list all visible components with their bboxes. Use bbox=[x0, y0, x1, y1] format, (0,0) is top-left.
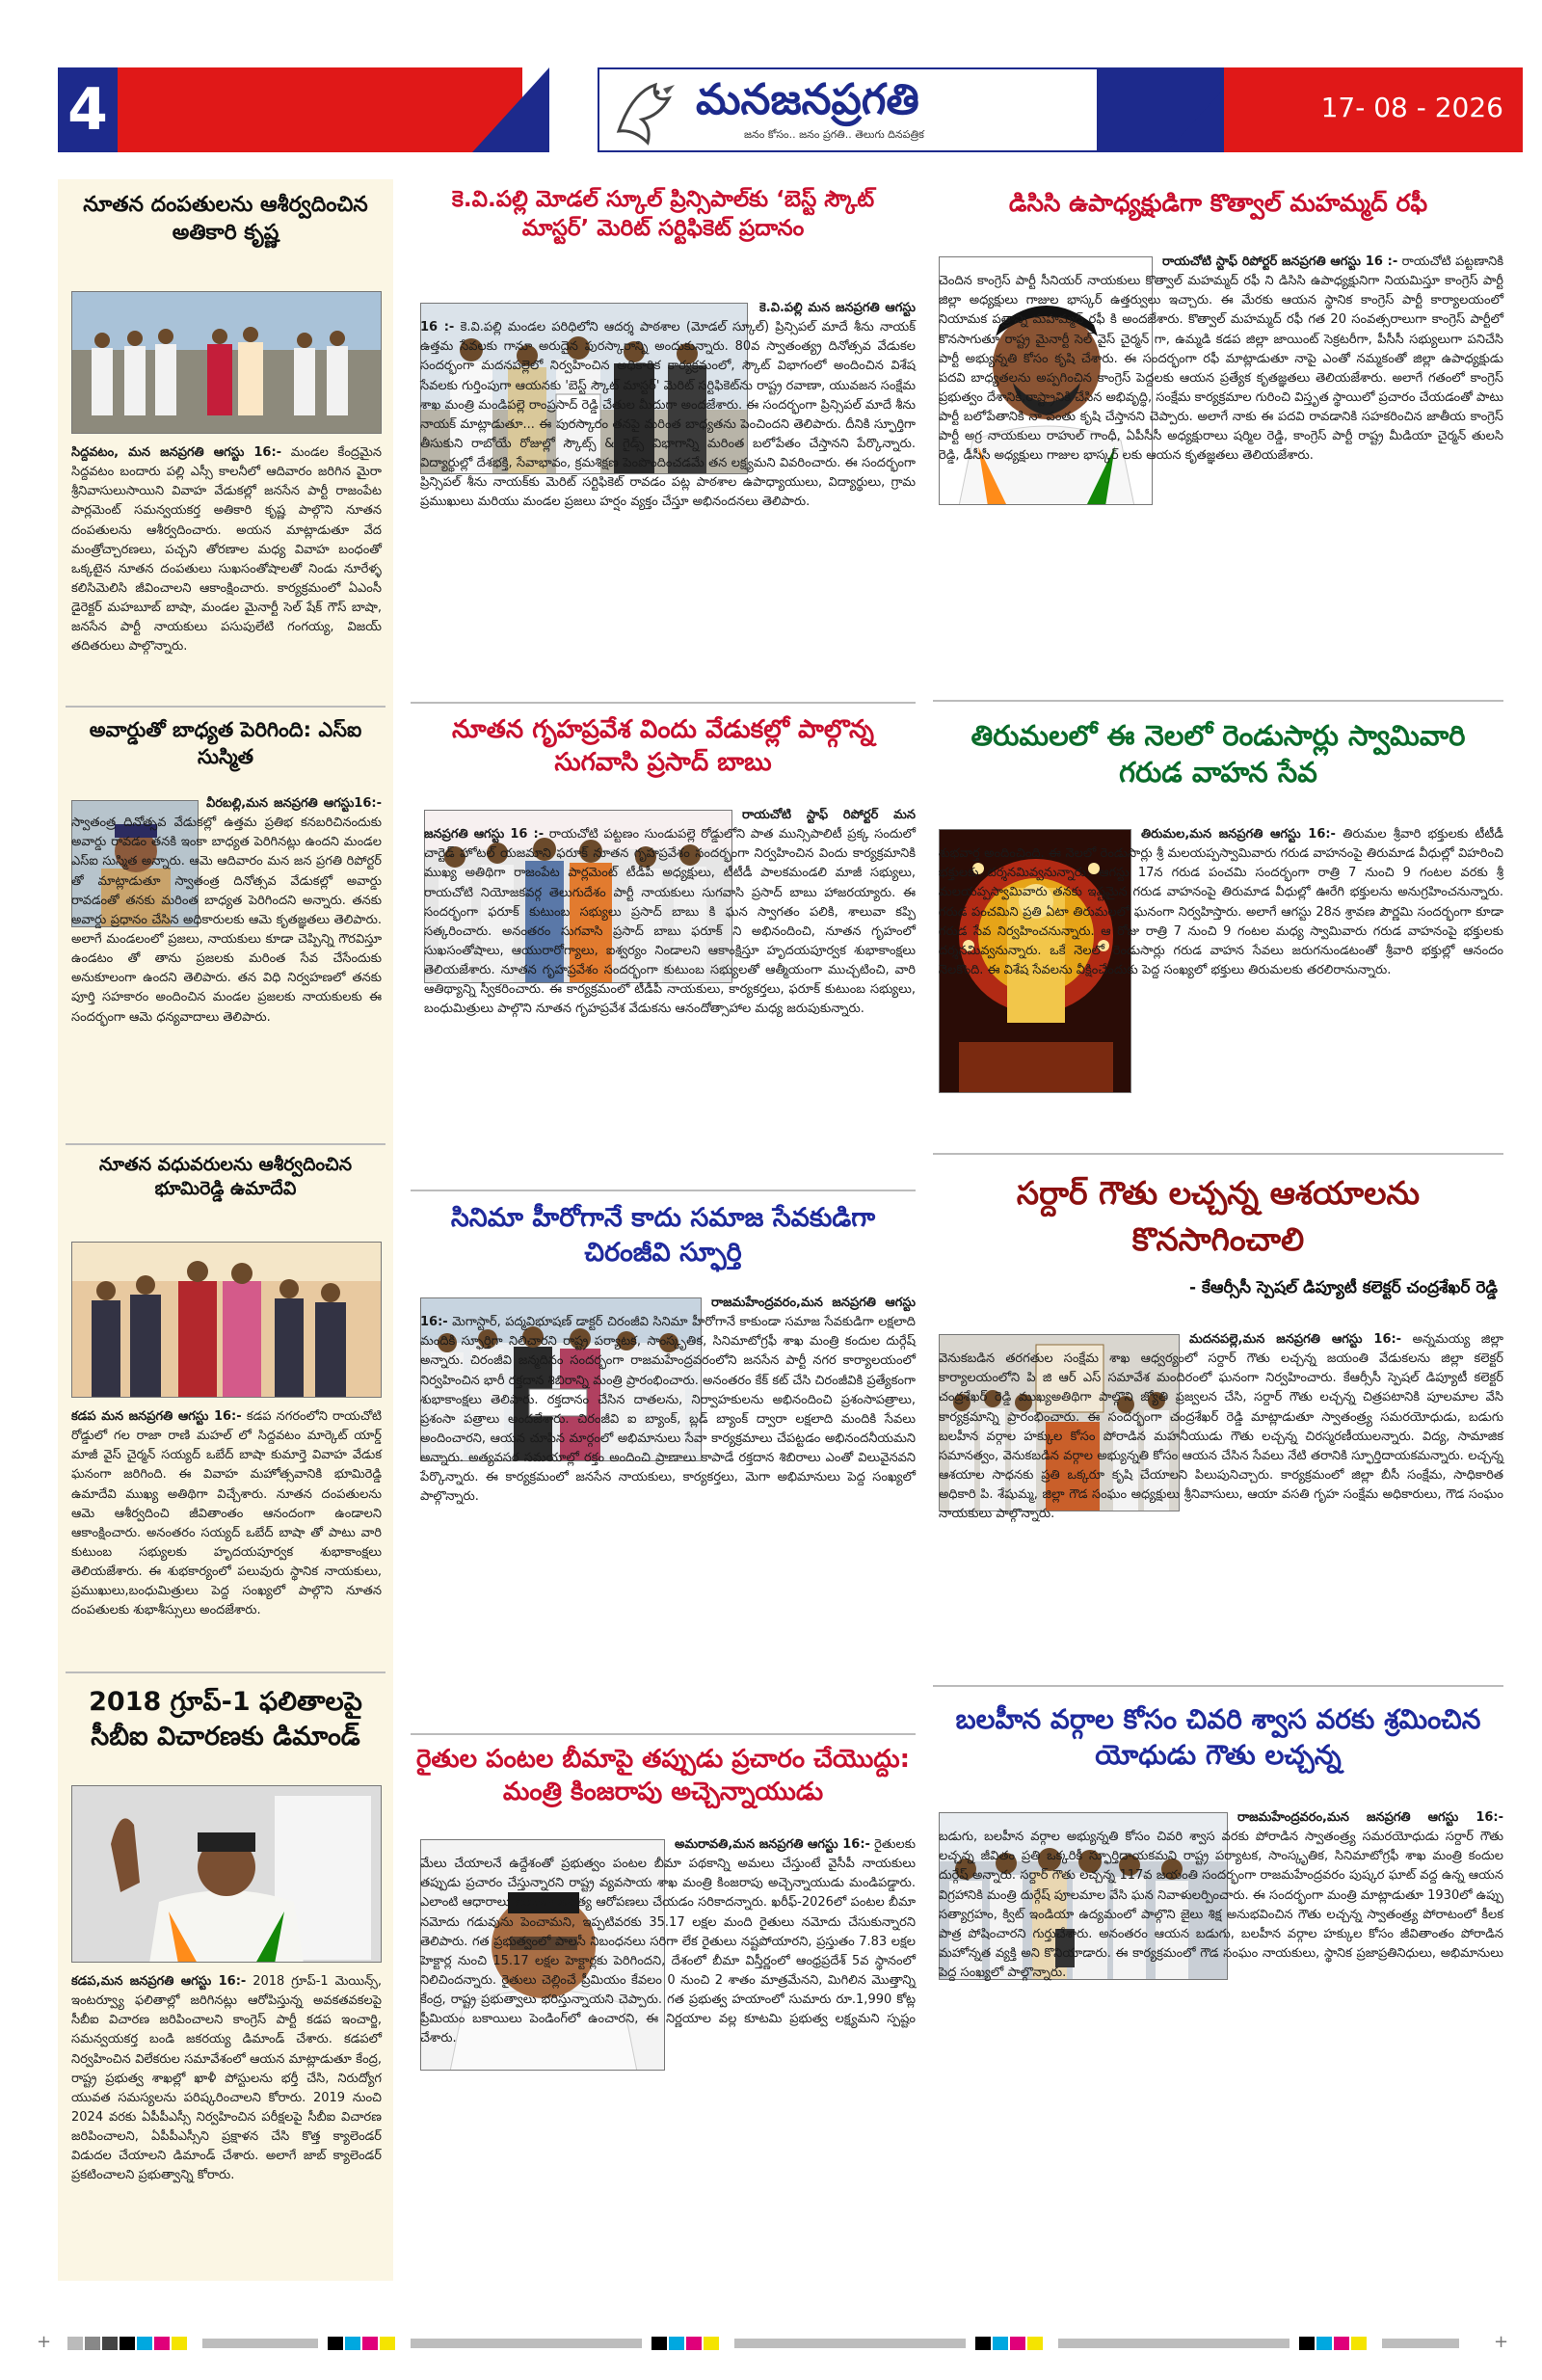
headline: రైతుల పంటల బీమాపై తప్పుడు ప్రచారం చేయొద్దు: మంత్రి కింజరాపు అచ్చెన్నాయుడు bbox=[415, 1745, 911, 1807]
gray-bar bbox=[202, 2339, 318, 2348]
swatch bbox=[993, 2337, 1008, 2350]
gray-bar bbox=[411, 2339, 642, 2348]
divider bbox=[66, 1671, 386, 1673]
swatch bbox=[669, 2337, 684, 2350]
dateline: సిద్దవటం, మన జనప్రగతి ఆగస్టు 16:- bbox=[71, 445, 282, 460]
paper-tagline: జనం కోసం.. జనం ప్రగతి.. తెలుగు దినపత్రిక bbox=[744, 128, 924, 141]
article-col3-3 bbox=[933, 1161, 1503, 1522]
paper-name: మనజనప్రగతి bbox=[696, 75, 919, 124]
swatch bbox=[1027, 2337, 1043, 2350]
article-text bbox=[420, 299, 916, 513]
gray-bar bbox=[1058, 2339, 1289, 2348]
swatch bbox=[1316, 2337, 1332, 2350]
dateline: రాజమహేంద్రవరం,మన జనప్రగతి ఆగస్టు 16:- bbox=[420, 1296, 916, 1330]
paper-logo bbox=[598, 67, 1099, 152]
headline: అవార్డుతో బాధ్యత పెరిగింది: ఎస్ఐ సుస్మిత bbox=[89, 718, 362, 768]
masthead-red-band-left bbox=[118, 67, 522, 152]
swatch bbox=[380, 2337, 395, 2350]
dateline: కడప మన జనప్రగతి ఆగస్టు 16:- bbox=[71, 1409, 242, 1424]
article-text bbox=[420, 1835, 916, 2049]
article-body: మెగాస్టార్, పద్మవిభూషణ్ డాక్టర్ చిరంజీవి సినిమా హీరోగానే కాకుండా సమాజ సేవకుడిగా లక్షలాది మందికి స్ఫూర్తిగా నిలిచారని రాష్ట్ర పర్యాటక, సాంస్కృతిక, సినిమాటోగ్రఫీ శాఖ మంత్రి కందుల దుర్గేష్ అన్నారు. చిరంజీవి జన్మదినం సందర్భంగా రాజమహేంద్రవరంలోని జనసేన పార్టీ నగర కార్యాలయంలో నిర్వహించిన భారీ రక్తదాన శిబిరాన్ని మంత్రి ప్రారంభించారు. అనంతరం కేక్ కట్ చేసి చిరంజీవికి ప్రత్యేకంగా శుభాకాంక్షలు తెలిపారు. రక్తదానం చేసిన దాతలను, నిర్వాహకులను అభినందించి ప్రశంసాపత్రాలు, ప్రశంసా పత్రాలు అందజేశారు. చిరంజీవి ఐ బ్యాంక్, బ్లడ్ బ్యాంక్ ద్వారా లక్షలాది మందికి సేవలు అందించారని, ఆయన చూపిన మార్గంలో అభిమానులు సేవా కార్యక్రమాలు చేపట్టడం అభినందనీయమని అన్నారు. అత్యవసర సమయాల్లో రక్తం అందించి ప్రాణాలు కాపాడే రక్తదాన శిబిరాలు ఎంతో విలువైనవని పేర్కొన్నారు. ఈ కార్యక్రమంలో జనసేన నాయకులు, కార్యకర్తలు, మెగా అభిమానులు పెద్ద సంఖ్యలో పాల్గొన్నారు. bbox=[420, 1315, 916, 1505]
article-col2-1 bbox=[411, 179, 916, 510]
swatch bbox=[1010, 2337, 1025, 2350]
gray-bar bbox=[734, 2339, 966, 2348]
article-col2-2 bbox=[411, 708, 916, 1017]
dateline: రాజమహేంద్రవరం,మన జనప్రగతి ఆగస్టు 16:- bbox=[1237, 1810, 1503, 1825]
swatch bbox=[1334, 2337, 1349, 2350]
article-col3-2 bbox=[933, 706, 1504, 977]
headline: బలహీన వర్గాల కోసం చివరి శ్వాస వరకు శ్రమించిన యోధుడు గౌతు లచ్చన్న bbox=[955, 1703, 1481, 1771]
swatch bbox=[686, 2337, 702, 2350]
divider bbox=[411, 1733, 916, 1735]
dateline: రాయచోటి స్టాఫ్ రిపోర్టర్ జనప్రగతి ఆగస్టు 16 :- bbox=[1162, 254, 1398, 269]
headline: డిసిసి ఉపాధ్యక్షుడిగా కొత్వాల్ మహమ్మద్ రఫీ bbox=[1008, 189, 1428, 217]
dateline: కె.వి.పల్లి మన జనప్రగతి ఆగస్టు 16 :- bbox=[420, 301, 916, 335]
swatch bbox=[704, 2337, 719, 2350]
article-body: రైతులకు మేలు చేయాలనే ఉద్దేశంతో ప్రభుత్వం పంటల బీమా పథకాన్ని అమలు చేస్తుంటే వైసీపీ నాయకులు తప్పుడు ప్రచారం చేస్తున్నారని రాష్ట్ర వ్యవసాయ శాఖ మంత్రి కింజరాపు అచ్చెన్నాయుడు మండిపడ్డారు. ఎలాంటి ఆధారాలు లేకుండా అసత్య ఆరోపణలు చేయడం సరికాదన్నారు. ఖరీఫ్-2026లో పంటల బీమా నమోదు గడువును పెంచామని, ఇప్పటివరకు 35.17 లక్షల మంది రైతులు నమోదు చేసుకున్నారని తెలిపారు. గత ప్రభుత్వంలో పాలసీ నిబంధనలు సరిగా లేక రైతులు నష్టపోయారని, ప్రస్తుతం 7.83 లక్షల హెక్టార్ల నుంచి 15.17 లక్షల హెక్టార్లకు పెరిగిందని, దేశంలో బీమా విస్తీర్ణంలో ఆంధ్రప్రదేశ్ 5వ స్థానంలో నిలిచిందన్నారు. రైతులు చెల్లించే ప్రీమియం కేవలం 0 నుంచి 2 శాతం మాత్రమేనని, మిగిలిన మొత్తాన్ని కేంద్ర, రాష్ట్ర ప్రభుత్వాలు భరిస్తున్నాయని చెప్పారు. గత ప్రభుత్వ హయాంలో సుమారు రూ.1,990 కోట్ల ప్రీమియం బకాయిలు పెండింగ్‌లో ఉంచారని, ఈ నిర్ణయాల వల్ల కూటమి ప్రభుత్వ లక్ష్యమని స్పష్టం చేశారు. bbox=[420, 1837, 916, 2046]
headline: నూతన వధువరులను ఆశీర్వదించిన భూమిరెడ్డి ఉమాదేవి bbox=[98, 1154, 353, 1200]
swatch bbox=[975, 2337, 991, 2350]
registration-mark-icon: + bbox=[37, 2332, 52, 2352]
politician-photo bbox=[71, 1785, 382, 1963]
headline: 2018 గ్రూప్-1 ఫలితాలపై సీబీఐ విచారణకు డిమాండ్ bbox=[89, 1687, 362, 1752]
article-body: తిరుమల శ్రీవారి భక్తులకు టీటీడీ శుభవార్త అందించింది. ఈ నెలలో రెండుసార్లు శ్రీ మలయప్పస్వామివారు గరుడ వాహనంపై తిరుమాడ వీధుల్లో విహరించి భక్తులకు దర్శనమివ్వనున్నారు. ఆగస్టు 17న గరుడ పంచమి సందర్భంగా రాత్రి 7 నుంచి 9 గంటల వరకు శ్రీ మలయప్పస్వామివారు తనకు ఇష్టమైన గరుడ వాహనంపై తిరుమాడ వీధుల్లో ఊరేగి భక్తులను అనుగ్రహించనున్నారు. గరుడ పంచమిని ప్రతి ఏటా తిరుమలలో ఘనంగా నిర్వహిస్తారు. అలాగే ఆగస్టు 28న శ్రావణ పౌర్ణమి సందర్భంగా కూడా గరుడ సేవ నిర్వహించనున్నారు. ఆ రోజు రాత్రి 7 నుంచి 9 గంటల మధ్య స్వామివారు గరుడ వాహనంపై భక్తులకు దర్శనమివ్వనున్నారు. ఒకే నెలలో రెండుసార్లు గరుడ వాహన సేవలు జరుగనుండటంతో శ్రీవారి భక్తుల్లో ఆనందం నెలకొంది. ఈ విశేష సేవలను వీక్షించేందుకు పెద్ద సంఖ్యలో భక్తులు తిరుమలకు తరలిరానున్నారు. bbox=[939, 827, 1504, 977]
dateline: మదనపల్లె,మన జనప్రగతి ఆగస్టు 16:- bbox=[1189, 1332, 1402, 1347]
divider bbox=[933, 700, 1503, 702]
article-col1-4 bbox=[58, 1677, 393, 2183]
masthead bbox=[58, 67, 1523, 152]
swatch bbox=[345, 2337, 360, 2350]
swatch bbox=[172, 2337, 187, 2350]
divider bbox=[933, 1153, 1503, 1155]
dateline: అమరావతి,మన జనప్రగతి ఆగస్టు 16:- bbox=[675, 1837, 870, 1852]
article-body: 2018 గ్రూప్-1 మెయిన్స్, ఇంటర్వ్యూ ఫలితాల్లో జరిగినట్లు ఆరోపిస్తున్న అవకతవకలపై సీబీఐ విచారణ జరిపించాలని కాంగ్రెస్ పార్టీ కడప ఇంచార్జి, సమన్వయకర్త బండి జకరయ్య డిమాండ్ చేశారు. కడపలో నిర్వహించిన విలేకరుల సమావేశంలో ఆయన మాట్లాడుతూ కేంద్ర, రాష్ట్ర ప్రభుత్వ శాఖల్లో ఖాళీ పోస్టులను భర్తీ చేసి, నిరుద్యోగ యువత సమస్యలను పరిష్కరించాలని కోరారు. 2019 నుంచి 2024 వరకు ఏపీపీఎస్సీ నిర్వహించిన పరీక్షలపై సీబీఐ విచారణ జరిపించాలని, ఏపీపీఎస్సీని ప్రక్షాళన చేసి కొత్త క్యాలెండర్ విడుదల చేయాలని డిమాండ్ చేశారు. అలాగే జాబ్ క్యాలెండర్ ప్రకటించాలని ప్రభుత్వాన్ని కోరారు. bbox=[71, 1974, 382, 2183]
article-text bbox=[939, 253, 1503, 467]
swatch bbox=[362, 2337, 378, 2350]
print-color-bar bbox=[58, 2333, 1503, 2354]
article-text bbox=[420, 1294, 916, 1508]
swatch bbox=[651, 2337, 667, 2350]
article-body: మండల కేంద్రమైన సిద్దవటం బందారు పల్లి ఎస్సీ కాలనీలో ఆదివారం జరిగిన మైరా శ్రీనివాసులుసాయిని వివాహ వేడుకల్లో జనసేన పార్టీ రాజంపేట పార్లమెంట్ సమన్వయకర్త అతికారి కృష్ణ పాల్గొని నూతన దంపతులను ఆశీర్వదించారు. అయన మాట్లాడుతూ వేద మంత్రోచ్చారణలు, పచ్చని తోరణాల మధ్య వివాహ బంధంతో ఒక్కటైన నూతన దంపతులు సుఖసంతోషాలతో నిండు నూరేళ్ళ కలిసిమెలిసి జీవించాలని ఆకాంక్షించారు. కార్యక్రమంలో ఏఎంసీ డైరెక్టర్ మహబూబ్ బాషా, మండల మైనార్టీ సెల్ షేక్ గౌస్ బాషా, జనసేన పార్టీ నాయకులు పసుపులేటి గంగయ్య, విజయ్ తదితరులు పాల్గొన్నారు. bbox=[71, 445, 382, 655]
article-text bbox=[71, 1972, 382, 2186]
headline: సర్దార్ గౌతు లచ్చన్న ఆశయాలను కొనసాగించాలి bbox=[1016, 1174, 1421, 1258]
article-col2-4 bbox=[411, 1739, 916, 2046]
article-body: రాయచోటి పట్టణం సుండుపల్లె రోడ్డులోని పాత మున్సిపాలిటీ ప్రక్క సందులో చార్టెడ్ హోటల్ యజమాని ఫరూక్ నూతన గృహప్రవేశం సందర్భంగా నిర్వహించిన విందు కార్యక్రమానికి ముఖ్య అతిథిగా రాజంపేట పార్లమెంట్ టీడీపీ అధ్యక్షులు, టీటీడీ పాలకమండలి మాజీ సభ్యులు, రాయచోటి నియోజకవర్గ తెలుగుదేశం పార్టీ నాయకులు సుగవాసి ప్రసాద్ బాబు హాజరయ్యారు. ఈ సందర్భంగా ఫరూక్ కుటుంబ సభ్యులు ప్రసాద్ బాబు కి ఘన స్వాగతం పలికి, శాలువా కప్పి సత్కరించారు. అనంతరం సుగవాసి ప్రసాద్ బాబు ఫరూక్ ని అభినందించి, నూతన గృహంలో సుఖసంతోషాలు, ఆయురారోగ్యాలు, ఐశ్వర్యం నిండాలని ఆకాంక్షిస్తూ హృదయపూర్వక శుభాకాంక్షలు తెలియజేశారు. నూతన గృహప్రవేశం సందర్భంగా కుటుంబ సభ్యులతో ఆత్మీయంగా ముచ్చటించి, వారి ఆతిథ్యాన్ని స్వీకరించారు. ఈ కార్యక్రమంలో టీడీపీ నాయకులు, కార్యకర్తలు, ఫరూక్ కుటుంబ సభ్యులు, బంధుమిత్రులు పాల్గొని నూతన గృహప్రవేశ వేడుకను ఆనందోత్సాహాల మధ్య జరుపుకున్నారు. bbox=[424, 827, 916, 1017]
masthead-blue-wedge-left bbox=[472, 67, 549, 152]
article-text bbox=[71, 1407, 382, 1621]
headline: సినిమా హీరోగానే కాదు సమాజ సేవకుడిగా చిరంజీవి స్ఫూర్తి bbox=[450, 1203, 876, 1268]
wedding-photo bbox=[71, 291, 382, 434]
headline: తిరుమలలో ఈ నెలలో రెండుసార్లు స్వామివారి గరుడ వాహన సేవ bbox=[970, 719, 1466, 789]
swatch bbox=[1351, 2337, 1367, 2350]
left-column bbox=[58, 179, 393, 2281]
dateline: తిరుమల,మన జనప్రగతి ఆగస్టు 16:- bbox=[1141, 827, 1336, 842]
swatch bbox=[328, 2337, 343, 2350]
article-col1-1 bbox=[58, 179, 393, 655]
gray-bar bbox=[1382, 2339, 1459, 2348]
headline: నూతన దంపతులను ఆశీర్వదించిన అతికారి కృష్ణ bbox=[83, 193, 368, 246]
swatch bbox=[120, 2337, 135, 2350]
article-body: రాయచోటి పట్టణానికి చెందిన కాంగ్రెస్ పార్టీ సీనియర్ నాయకులు కొత్వాల్ మహమ్మద్ రఫీ ని డిసిసి ఉపాధ్యక్షునిగా నియమిస్తూ కాంగ్రెస్ పార్టీ జిల్లా అధ్యక్షులు గాజుల భాస్కర్ ఉత్తర్వులు ఇచ్చారు. ఈ మేరకు ఆయన స్థానిక కాంగ్రెస్ పార్టీ కార్యాలయంలో నియామక పత్రాన్ని మహమ్మద్ రఫీ కి అందజేశారు. కొత్వాల్ మహమ్మద్ రఫీ గత 20 సంవత్సరాలుగా కాంగ్రెస్ పార్టీలో కొనసాగుతూ రాష్ట్ర మైనార్టీ సెల్ వైస్ చైర్మన్ గా, ఉమ్మడి కడప జిల్లా జాయింట్ సెక్రటరీగా, పీసీసీ సభ్యులుగా పనిచేసి పార్టీ అభ్యున్నతి కోసం కృషి చేశారు. ఈ సందర్భంగా రఫీ మాట్లాడుతూ నాపై ఎంతో నమ్మకంతో జిల్లా ఉపాధ్యక్షుడు పదవి బాధ్యతలను అప్పగించిన కాంగ్రెస్ పెద్దలకు ఆయన ప్రత్యేక కృతజ్ఞతలు తెలియజేశారు. అలాగే గతంలో కాంగ్రెస్ ప్రభుత్వం దేశానికి,రాష్ట్రానికి చేసిన అభివృద్ధి, సంక్షేమ కార్యక్రమాల గురించి విస్తృత స్థాయిలో ప్రచారం చేయడంతో పాటు పార్టీ బలోపేతానికి నా వంతు కృషి చేస్తానని చెప్పారు. అలాగే నాకు ఈ పదవి రావడానికి సహకరించిన జాతీయ కాంగ్రెస్ పార్టీ అగ్ర నాయకులు రాహుల్ గాంధీ, ఏపీసీసీ అధ్యక్షురాలు షర్మిల రెడ్డి, కాంగ్రెస్ పార్టీ రాష్ట్ర మీడియా చైర్మన్ తులసి రెడ్డి, డీసీసీ అధ్యక్షులు గాజుల భాస్కర్ లకు ఆయన కృతజ్ఞతలు తెలియజేశారు. bbox=[939, 254, 1503, 464]
divider bbox=[933, 1685, 1503, 1687]
dove-logo-icon bbox=[613, 73, 686, 150]
article-text bbox=[71, 443, 382, 657]
swatch bbox=[102, 2337, 118, 2350]
divider bbox=[66, 1143, 386, 1145]
byline: - కేఆర్సీసీ స్పెషల్ డిప్యూటీ కలెక్టర్ చంద్రశేఖర్ రెడ్డి bbox=[1189, 1278, 1498, 1297]
swatch bbox=[137, 2337, 152, 2350]
article-text bbox=[939, 1330, 1503, 1524]
swatch bbox=[1299, 2337, 1315, 2350]
article-text bbox=[939, 825, 1503, 980]
article-body: కె.వి.పల్లి మండల పరిధిలోని ఆదర్శ పాఠశాల (మోడల్ స్కూల్) ప్రిన్సిపల్ మాదే శీను నాయక్ ఉత్తమ సేవలకు గానూ అరుదైన పురస్కారాన్ని అందుకున్నారు. 80వ స్వాతంత్య్ర దినోత్సవ వేడుకల సందర్భంగా మదనపల్లెలో నిర్వహించిన అధికారిక కార్యక్రమంలో, స్కౌట్ విభాగంలో అందించిన విశేష సేవలకు గుర్తింపుగా ఆయనకు 'బెస్ట్ స్కౌట్ మాస్టర్' మెరిట్ సర్టిఫికెట్‌ను రాష్ట్ర రవాణా, యువజన సంక్షేమ శాఖ మంత్రి మండిపల్లె రాంప్రసాద్ రెడ్డి చేతుల మీదుగా అందజేశారు. ఈ సందర్భంగా ప్రిన్సిపల్ మాదే శీను నాయక్ మాట్లాడుతూ... ఈ పురస్కారం తనపై మరింత బాధ్యతను పెంచిందని తెలిపారు. దీనికి స్ఫూర్తిగా తీసుకుని రాబోయే రోజుల్లో స్కౌట్స్ & గైడ్స్ విభాగాన్ని మరింత బలోపేతం చేస్తానని పేర్కొన్నారు. విద్యార్థుల్లో దేశభక్తి, సేవాభావం, క్రమశిక్షణ పెంపొందించడమే తన లక్ష్యమని వివరించారు. ఈ సందర్భంగా ప్రిన్సిపల్ శీను నాయక్‌కు మెరిట్ సర్టిఫికెట్ రావడం పట్ల పాఠశాల ఉపాధ్యాయులు, విద్యార్థులు, గ్రామ ప్రముఖులు మరియు మండల ప్రజలు హర్షం వ్యక్తం చేస్తూ అభినందనలు తెలిపారు. bbox=[420, 320, 916, 510]
issue-date: 17- 08 - 2026 bbox=[1320, 92, 1503, 123]
headline: నూతన గృహప్రవేశ విందు వేడుకల్లో పాల్గొన్న సుగవాసి ప్రసాద్ బాబు bbox=[452, 715, 874, 778]
article-body: అన్నమయ్య జిల్లా వెనుకబడిన తరగతుల సంక్షేమ శాఖ ఆధ్వర్యంలో సర్దార్ గౌతు లచ్చన్న జయంతి వేడుకలను జిల్లా కలెక్టర్ కార్యాలయంలోని పి జి ఆర్ ఎస్ సమావేశ మందిరంలో ఘనంగా నిర్వహించారు. కేఆర్సీసీ స్పెషల్ డిప్యూటీ కలెక్టర్ చంద్రశేఖర్ రెడ్డి ముఖ్యఅతిథిగా పాల్గొని జ్యోతి ప్రజ్వలన చేసి, సర్దార్ గౌతు లచ్చన్న చిత్రపటానికి పూలమాల వేసి కార్యక్రమాన్ని ప్రారంభించారు. ఈ సందర్భంగా చంద్రశేఖర్ రెడ్డి మాట్లాడుతూ స్వాతంత్ర్య సమరయోధుడు, బడుగు బలహీన వర్గాల హక్కుల కోసం పోరాడిన మహనీయుడు గౌతు లచ్చన్న చిరస్మరణీయులన్నారు. విద్య, సామాజిక సమానత్వం, వెనుకబడిన వర్గాల అభ్యున్నతి కోసం ఆయన చేసిన సేవలు నేటి తరానికి స్ఫూర్తిదాయకమన్నారు. లచ్చన్న ఆశయాల సాధనకు ప్రతి ఒక్కరూ కృషి చేయాలని పిలుపునిచ్చారు. కార్యక్రమంలో జిల్లా బీసీ సంక్షేమ, సాధికారిత అధికారి పి. శేషుమ్మ, జిల్లా గౌడ సంఘం అధ్యక్షులు శ్రీనివాసులు, ఆయా వసతి గృహ సంక్షేమ అధికారులు, గౌడ సంఘం నాయకులు పాల్గొన్నారు. bbox=[939, 1332, 1503, 1522]
article-col2-3 bbox=[411, 1195, 916, 1505]
article-text bbox=[424, 806, 916, 1020]
dateline: వీరబల్లి,మన జనప్రగతి ఆగస్టు16:- bbox=[206, 796, 382, 811]
article-text bbox=[71, 794, 382, 1028]
dateline: రాయచోటి స్టాఫ్ రిపోర్టర్ మన జనప్రగతి ఆగస్టు 16 :- bbox=[424, 808, 916, 842]
article-body: కడప నగరంలోని రాయచోటి రోడ్డులో గల రాజా రాణి మహల్ లో సిద్దవటం మార్కెట్ యార్డ్ మాజీ వైస్ చైర్మన్ సయ్యద్ ఒబేద్ బాషా కుమార్తె వివాహ వేడుక ఘనంగా జరిగింది. ఈ వివాహ మహోత్సవానికి భూమిరెడ్డి ఉమాదేవి ముఖ్య అతిథిగా విచ్చేశారు. నూతన దంపతులను ఆమె ఆశీర్వదించి జీవితాంతం ఆనందంగా ఉండాలని ఆకాంక్షించారు. అనంతరం సయ్యద్ ఒబేద్ బాషా తో పాటు వారి కుటుంబ సభ్యులకు హృదయపూర్వక శుభాకాంక్షలు తెలియజేశారు. ఈ శుభకార్యంలో పలువురు స్థానిక నాయకులు, ప్రముఖులు,బంధుమిత్రులు పెద్ద సంఖ్యలో పాల్గొని నూతన దంపతులకు శుభాశీస్సులు అందజేశారు. bbox=[71, 1409, 383, 1618]
dateline: కడప,మన జనప్రగతి ఆగస్టు 16:- bbox=[71, 1974, 247, 1989]
divider bbox=[411, 702, 916, 704]
swatch bbox=[154, 2337, 170, 2350]
article-col3-4 bbox=[933, 1693, 1503, 1981]
article-col1-3 bbox=[58, 1149, 393, 1618]
article-col1-2 bbox=[58, 711, 393, 1025]
article-body: స్వాతంత్ర దినోత్సవ వేడుకల్లో ఉత్తమ ప్రతిభ కనబరిచినందుకు అవార్డు రావడం తనకి ఇంకా బాధ్యత పెరిగినట్లు ఉందని మండల ఎస్ఐ సుస్మిత అన్నారు. ఆమె ఆదివారం మన జన ప్రగతి రిపోర్టర్ తో మాట్లాడుతూ స్వాతంత్ర దినోత్సవ వేడుకల్లో అవార్డు రావడంతో తనకు మరింత బాధ్యత పెరిగిందని అన్నారు. తనకు అవార్డు ప్రధానం చేసిన అధికారులకు ఆమె కృతజ్ఞతలు తెలిపారు. అలాగే మండలంలో ప్రజలు, నాయకులు కూడా చెప్పిన్ని గౌరవిస్తూ ఉండటం తో తాను ప్రజలకు మరింత సేవ చేసేందుకు అనుకూలంగా ఉందని తెలిపారు. తన విధి నిర్వహణలో తనకు పూర్తి సహకారం అందించిన మండల ప్రజలకు నాయకులకు ఈ సందర్భంగా ఆమె ధన్యవాదాలు తెలిపారు. bbox=[71, 816, 382, 1025]
wedding-couple-photo bbox=[71, 1242, 382, 1398]
article-body: బడుగు, బలహీన వర్గాల అభ్యున్నతి కోసం చివరి శ్వాస వరకు పోరాడిన స్వాతంత్ర్య సమరయోధుడు సర్దార్ గౌతు లచ్చన్న జీవితం ప్రతి ఒక్కరికీ స్ఫూర్తిదాయకమని రాష్ట్ర పర్యాటక, సాంస్కృతిక, సినిమాటోగ్రఫీ శాఖ మంత్రి కందుల దుర్గేష్ అన్నారు. సర్దార్ గౌతు లచ్చన్న 117వ జయంతి సందర్భంగా రాజమహేంద్రవరం పుష్కర ఘాట్ వద్ద ఉన్న ఆయన విగ్రహానికి మంత్రి దుర్గేష్ పూలమాల వేసి ఘన నివాళులర్పించారు. ఈ సందర్భంగా మంత్రి మాట్లాడుతూ 1930లో ఉప్పు సత్యాగ్రహం, క్విట్ ఇండియా ఉద్యమంలో పాల్గొని జైలు శిక్ష అనుభవించిన గౌతు లచ్చన్న స్వాతంత్ర్య పోరాటంలో కీలక పాత్ర పోషించారని గుర్తుచేశారు. అనంతరం ఆయన బడుగు, బలహీన వర్గాల హక్కుల కోసం జీవితాంతం పోరాడిన మహోన్నత వ్యక్తి అని కొనియాడారు. ఈ కార్యక్రమంలో గౌడ సంఘం నాయకులు, స్థానిక ప్రజాప్రతినిధులు, అభిమానులు పెద్ద సంఖ్యలో పాల్గొన్నారు. bbox=[939, 1830, 1503, 1981]
swatch bbox=[85, 2337, 100, 2350]
swatch bbox=[67, 2337, 83, 2350]
divider bbox=[411, 1190, 916, 1191]
article-text bbox=[939, 1808, 1503, 1983]
page-number: 4 bbox=[58, 67, 118, 152]
divider bbox=[66, 706, 386, 708]
headline: కె.వి.పల్లి మోడల్ స్కూల్ ప్రిన్సిపాల్‌కు ‘బెస్ట్ స్కౌట్ మాస్టర్’ మెరిట్ సర్టిఫికెట్ ప్రదానం bbox=[451, 187, 875, 242]
article-col3-1 bbox=[933, 179, 1503, 464]
registration-mark-icon: + bbox=[1494, 2332, 1509, 2352]
